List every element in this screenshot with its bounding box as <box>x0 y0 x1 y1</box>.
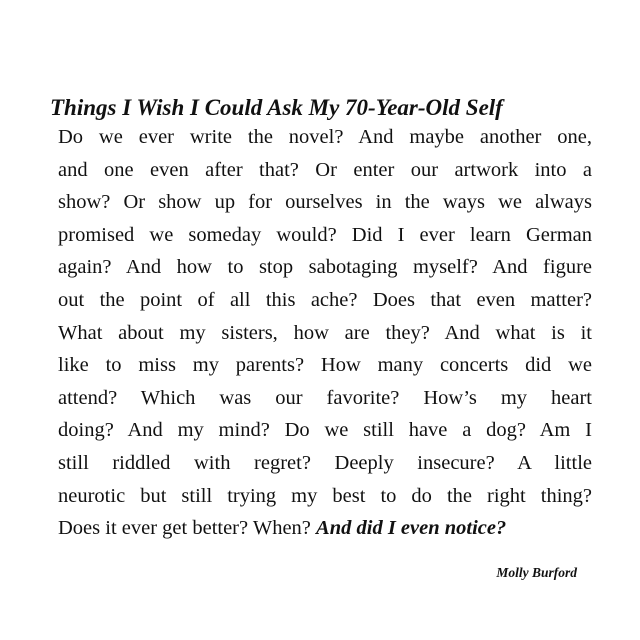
poem-last-line <box>58 512 592 545</box>
poem-line: neurotic but still trying my best to do the right thing? <box>58 484 592 507</box>
poem-line: doing? And my mind? Do we still have a dog? Am I <box>58 419 592 442</box>
poem-line: Do we ever write the novel? And maybe another one, <box>58 126 592 148</box>
poem-last-line-plain: Does it ever get better? When? <box>58 517 317 540</box>
author-signature: Molly Burford <box>496 565 577 580</box>
poem-line: like to miss my parents? How many concerts did we <box>58 354 592 377</box>
poem-line: still riddled with regret? Deeply insecure? A little <box>58 451 592 474</box>
poem-line: out the point of all this ache? Does that even matter? <box>58 288 592 311</box>
poem-line: What about my sisters, how are they? And what is it <box>58 321 592 344</box>
poem-body <box>58 121 592 545</box>
poem-line: and one even after that? Or enter our artwork into a <box>58 158 592 181</box>
poem-line: promised we someday would? Did I ever learn German <box>58 223 592 246</box>
poem-line: show? Or show up for ourselves in the ways we always <box>58 191 592 214</box>
poem-line: attend? Which was our favorite? How’s my heart <box>58 386 592 409</box>
poem-line: again? And how to stop sabotaging myself? And figure <box>58 256 592 279</box>
poem-last-line-emphasis: And did I even notice? <box>316 517 507 540</box>
poem-title: Things I Wish I Could Ask My 70-Year-Old Self <box>50 95 503 120</box>
